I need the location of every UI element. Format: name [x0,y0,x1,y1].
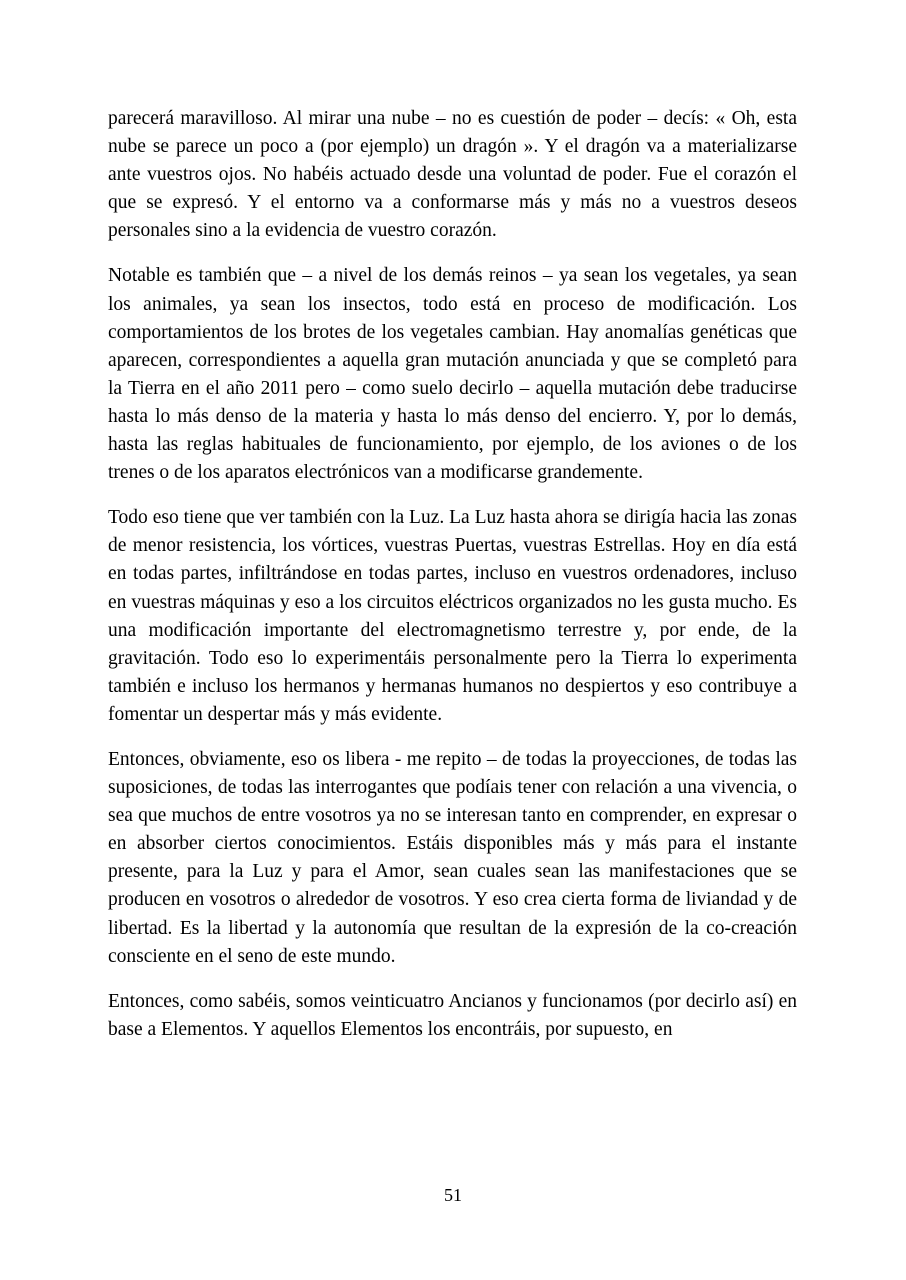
paragraph-4: Entonces, obviamente, eso os libera - me repito – de todas la proyecciones, de todas las suposiciones, de todas las interrogantes que podíais tener con relación a una vivencia, o sea que muchos de entre vosotros ya no se interesan tanto en comprender, en expresar o en absorber ciertos conocimientos. Estáis disponibles más y más para el instante presente, para la Luz y para el Amor, sean cuales sean las manifestaciones que se producen en vosotros o alrededor de vosotros. Y eso crea cierta forma de liviandad y de libertad. Es la libertad y la autonomía que resultan de la expresión de la co-creación consciente en el seno de este mundo. [108,748,797,967]
page-number: 51 [444,1185,462,1205]
paragraph-2: Notable es también que – a nivel de los demás reinos – ya sean los vegetales, ya sean los animales, ya sean los insectos, todo está en proceso de modificación. Los comportamientos de los brotes de los vegetales cambian. Hay anomalías genéticas que aparecen, correspondientes a aquella gran mutación anunciada y que se completó para la Tierra en el año 2011 pero – como suelo decirlo – aquella mutación debe traducirse hasta lo más denso de la materia y hasta lo más denso del encierro. Y, por lo demás, hasta las reglas habituales de funcionamiento, por ejemplo, de los aviones o de los trenes o de los aparatos electrónicos van a modificarse grandemente. [108,265,797,484]
paragraph-3: Todo eso tiene que ver también con la Luz. La Luz hasta ahora se dirigía hacia las zonas de menor resistencia, los vórtices, vuestras Puertas, vuestras Estrellas. Hoy en día está en todas partes, infiltrándose en todas partes, incluso en vuestros ordenadores, incluso en vuestras máquinas y eso a los circuitos eléctricos organizados no les gusta mucho. Es una modificación importante del electromagnetismo terrestre y, por ende, de la gravitación. Todo eso lo experimentáis personalmente pero la Tierra lo experimenta también e incluso los hermanos y hermanas humanos no despiertos y eso contribuye a fomentar un despertar más y más evidente. [108,507,797,725]
paragraph-1: parecerá maravilloso. Al mirar una nube – no es cuestión de poder – decís: « Oh, esta nube se parece un poco a (por ejemplo) un dragón ». Y el dragón va a materializarse ante vuestros ojos. No habéis actuado desde una voluntad de poder. Fue el corazón el que se expresó. Y el entorno va a conformarse más y más no a vuestros deseos personales sino a la evidencia de vuestro corazón. [108,108,797,242]
paragraph-5: Entonces, como sabéis, somos veinticuatro Ancianos y funcionamos (por decirlo así) en base a Elementos. Y aquellos Elementos los encontráis, por supuesto, en [108,990,797,1040]
body-text [108,105,797,1061]
